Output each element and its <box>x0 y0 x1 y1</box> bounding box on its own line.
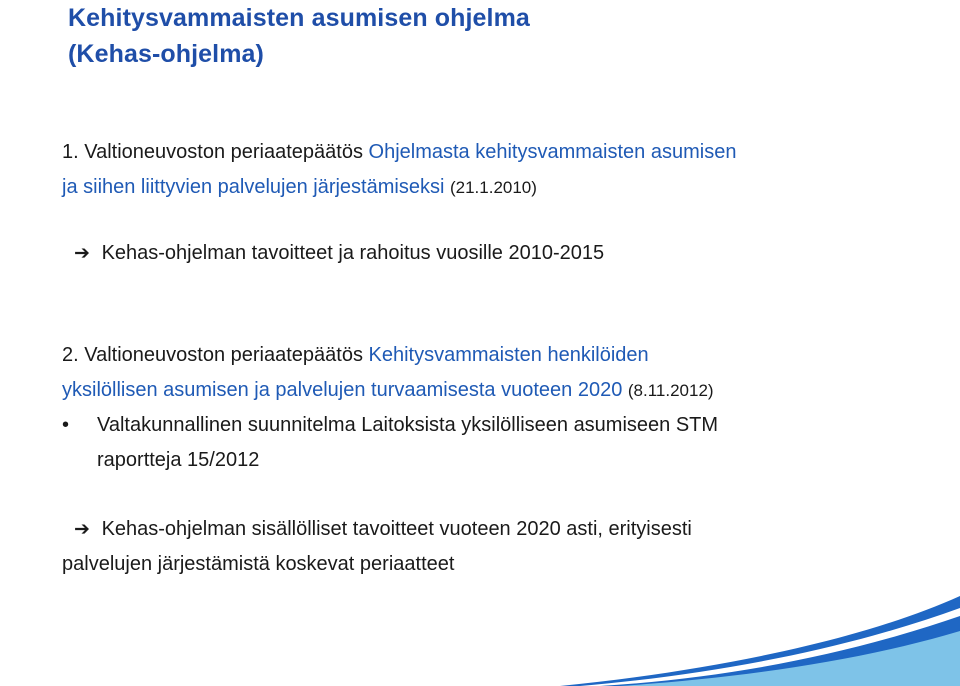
decision-2-title-line-1: Kehitysvammaisten henkilöiden <box>368 344 649 366</box>
title-line-1: Kehitysvammaisten asumisen ohjelma <box>68 4 530 32</box>
decision-item-2 <box>62 338 714 408</box>
arrow-note-2-line-1: Kehas-ohjelman sisällölliset tavoitteet vuoteen 2020 asti, erityisesti <box>101 518 692 540</box>
decision-item-1 <box>62 135 736 205</box>
decorative-swoosh <box>560 586 960 686</box>
decision-1-date: (21.1.2010) <box>449 178 537 197</box>
arrow-note-2-line-2: palvelujen järjestämistä koskevat periaatteet <box>62 553 455 575</box>
decision-1-prefix: 1. Valtioneuvoston periaatepäätös <box>62 141 369 163</box>
right-arrow-icon: ➔ <box>74 518 90 540</box>
decision-2-prefix: 2. Valtioneuvoston periaatepäätös <box>62 344 369 366</box>
bullet-icon: • <box>62 414 70 436</box>
right-arrow-icon: ➔ <box>74 242 90 264</box>
decision-1-title-line-1: Ohjelmasta kehitysvammaisten asumisen <box>368 141 737 163</box>
title-line-2: (Kehas-ohjelma) <box>68 40 264 68</box>
page-title <box>68 0 530 72</box>
bullet-line-2: raportteja 15/2012 <box>97 449 260 471</box>
arrow-note-1-text: Kehas-ohjelman tavoitteet ja rahoitus vuosille 2010-2015 <box>101 242 605 264</box>
decision-2-date: (8.11.2012) <box>627 381 714 400</box>
decision-1-title-line-2: ja siihen liittyvien palvelujen järjestämiseksi <box>62 176 445 198</box>
arrow-note-2 <box>62 512 692 582</box>
arrow-note-1 <box>74 236 604 271</box>
bullet-item <box>62 408 718 478</box>
decision-2-title-line-2: yksilöllisen asumisen ja palvelujen turvaamisesta vuoteen 2020 <box>62 379 623 401</box>
bullet-line-1: Valtakunnallinen suunnitelma Laitoksista yksilölliseen asumiseen STM <box>97 414 719 436</box>
